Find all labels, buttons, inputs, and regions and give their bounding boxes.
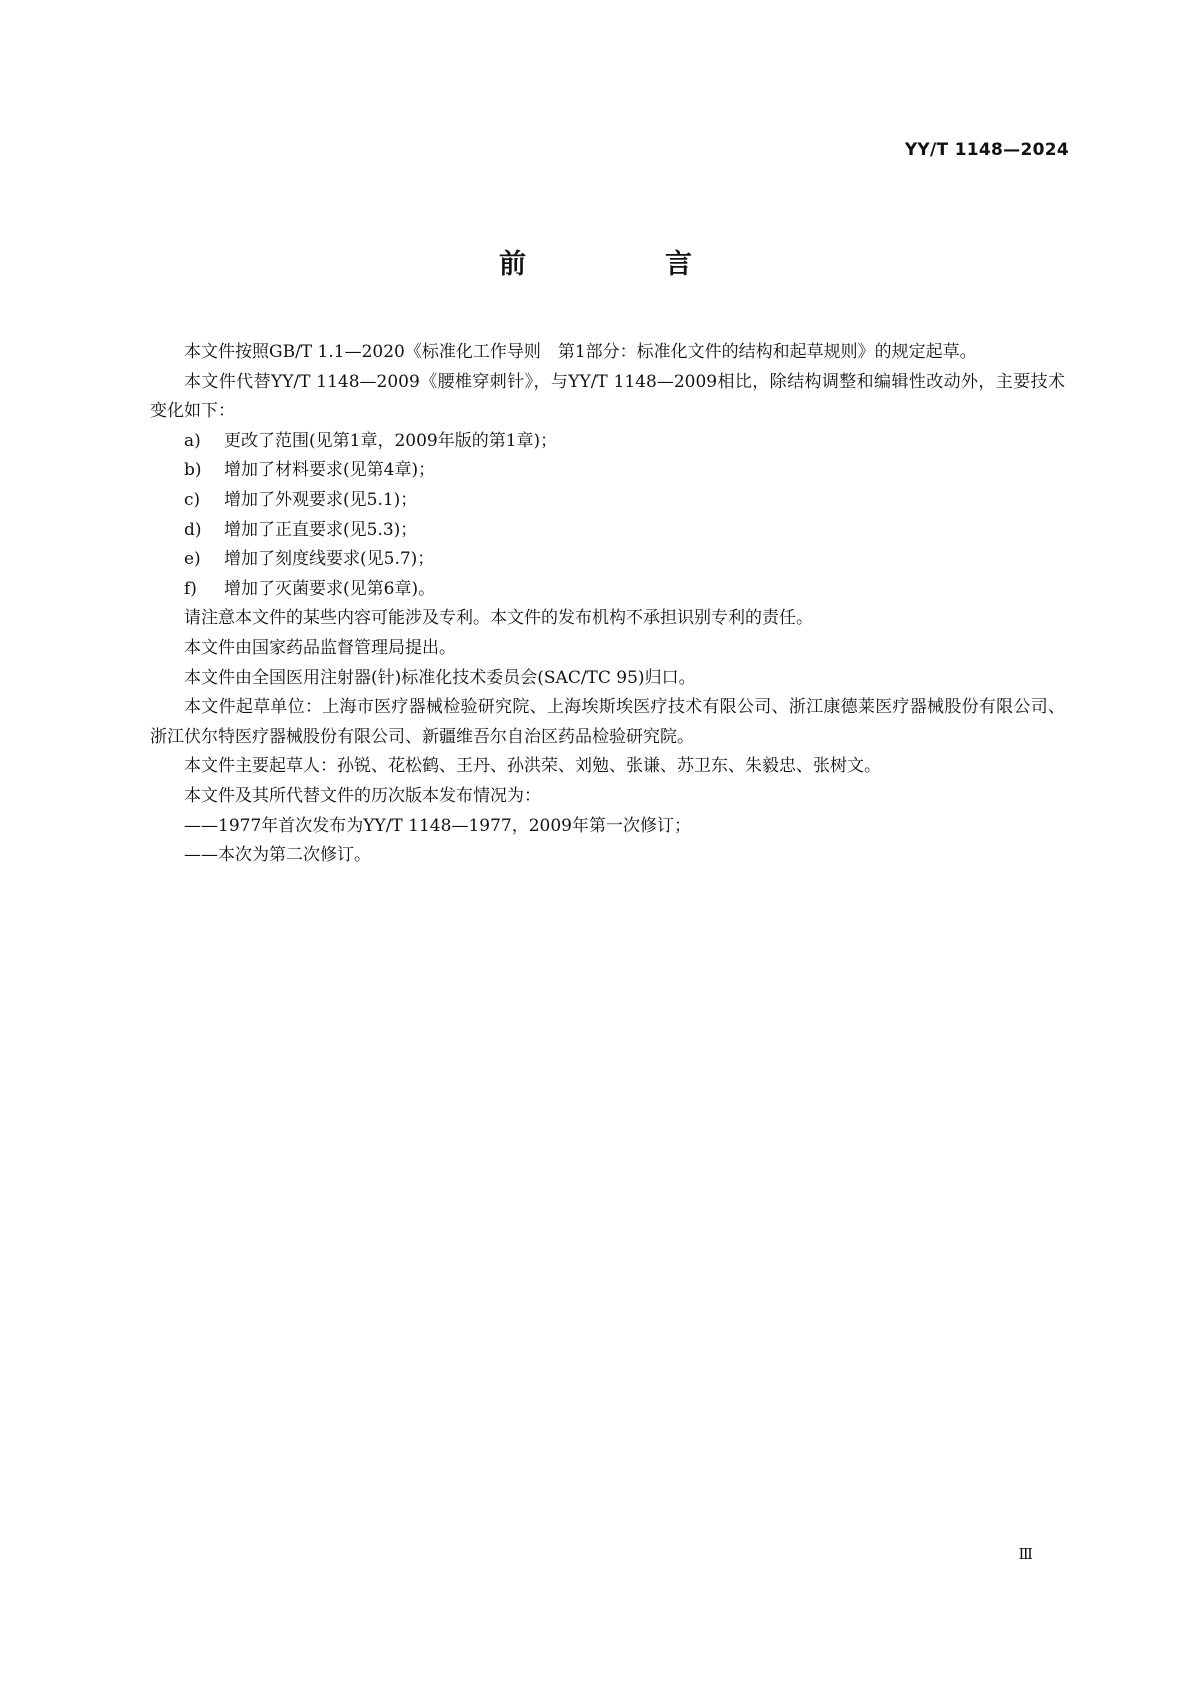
change-text: 增加了材料要求(见第4章)；: [224, 460, 436, 481]
change-item-d: [150, 516, 1065, 546]
change-item-e: [150, 545, 1065, 575]
change-marker: e): [184, 549, 201, 570]
standard-code: YY/T 1148—2024: [904, 140, 1069, 160]
change-item-a: [150, 427, 1065, 457]
paragraph-drafting-basis: 本文件按照GB/T 1.1—2020《标准化工作导则 第1部分：标准化文件的结构和起草规则》的规定起草。: [184, 342, 977, 362]
change-item-c: [150, 486, 1065, 516]
change-marker: b): [184, 460, 202, 481]
page-number: Ⅲ: [1018, 1545, 1033, 1563]
change-marker: a): [184, 430, 201, 451]
change-text: 增加了正直要求(见5.3)；: [224, 519, 418, 540]
foreword-body: [150, 338, 1065, 871]
history-item-current: ——本次为第二次修订。: [184, 845, 371, 866]
change-marker: f): [184, 578, 197, 599]
paragraph-committee: 本文件由全国医用注射器(针)标准化技术委员会(SAC/TC 95)归口。: [184, 667, 696, 688]
paragraph-replacement: 本文件代替YY/T 1148—2009《腰椎穿刺针》，与YY/T 1148—2009相比，除结构调整和编辑性改动外，主要技术变化如下：: [150, 371, 1065, 422]
change-item-b: [150, 456, 1065, 486]
change-text: 增加了刻度线要求(见5.7)；: [224, 549, 435, 570]
change-marker: c): [184, 489, 201, 510]
paragraph-patent-notice: 请注意本文件的某些内容可能涉及专利。本文件的发布机构不承担识别专利的责任。: [184, 608, 813, 629]
paragraph-drafting-units: 本文件起草单位：上海市医疗器械检验研究院、上海埃斯埃医疗技术有限公司、浙江康德莱医疗器械股份有限公司、浙江伏尔特医疗器械股份有限公司、新疆维吾尔自治区药品检验研究院。: [150, 697, 1065, 747]
change-marker: d): [184, 519, 202, 540]
history-item-1977: ——1977年首次发布为YY/T 1148—1977，2009年第一次修订；: [184, 815, 691, 836]
change-item-f: [150, 575, 1065, 605]
change-text: 增加了灭菌要求(见第6章)。: [224, 578, 436, 599]
change-text: 更改了范围(见第1章，2009年版的第1章)；: [224, 430, 558, 451]
paragraph-drafters: 本文件主要起草人：孙锐、花松鹤、王丹、孙洪荣、刘勉、张谦、苏卫东、朱毅忠、张树文。: [184, 756, 881, 777]
paragraph-proposer: 本文件由国家药品监督管理局提出。: [184, 637, 456, 658]
page-title: 前 言: [499, 249, 748, 280]
paragraph-history-intro: 本文件及其所代替文件的历次版本发布情况为：: [184, 785, 541, 806]
change-text: 增加了外观要求(见5.1)；: [224, 489, 418, 510]
